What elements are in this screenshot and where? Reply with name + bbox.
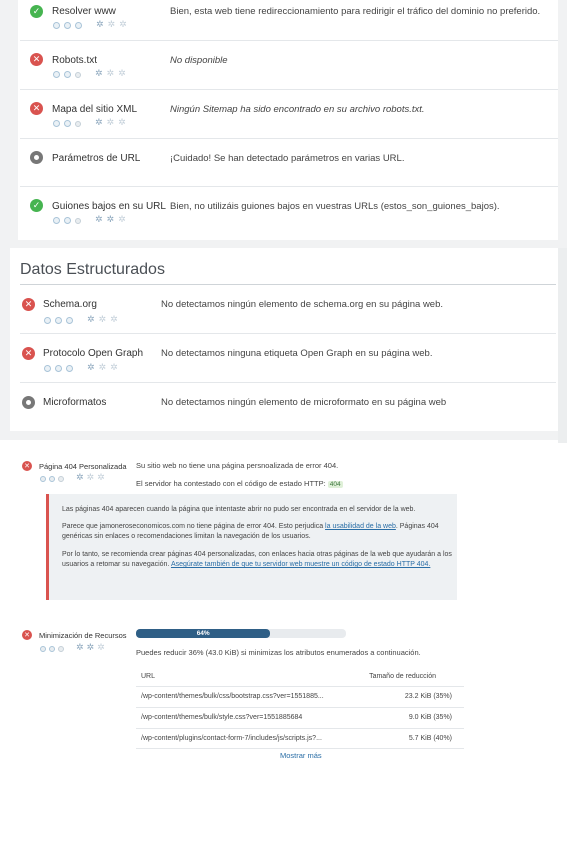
gear-icon: ✲	[87, 363, 95, 373]
status-code-badge: 404	[329, 481, 341, 488]
status-error-icon: ✕	[22, 461, 32, 471]
row-title-open-graph: Protocolo Open Graph	[43, 348, 144, 359]
gear-icon: ✲	[110, 315, 118, 325]
table-row	[136, 728, 464, 749]
status-error-icon: ✕	[30, 102, 43, 115]
gear-icon: ✲	[106, 215, 115, 225]
resource-url[interactable]: /wp-content/themes/bulk/css/bootstrap.css?ver=1551885...	[141, 693, 324, 700]
status-neutral-icon	[30, 151, 43, 164]
resources-table	[136, 667, 464, 751]
score-dots	[40, 645, 105, 652]
divider	[20, 138, 558, 139]
row-title-url-params: Parámetros de URL	[52, 153, 141, 164]
callout-paragraph-2	[62, 522, 452, 542]
gear-icon: ✲	[95, 69, 103, 79]
status-error-icon: ✕	[22, 298, 35, 311]
row-text-404-line1: Su sitio web no tiene una página persnoalizada de error 404.	[136, 461, 339, 470]
row-text-resolver-www: Bien, esta web tiene redireccionamiento para redirigir el tráfico del dominio no preferido.	[170, 6, 541, 17]
section-heading-structured-data: Datos Estructurados	[20, 261, 165, 278]
resource-url[interactable]: /wp-content/plugins/contact-form-7/includes/js/scripts.js?...	[141, 735, 322, 742]
row-title-robots: Robots.txt	[52, 55, 98, 66]
column-header-size: Tamaño de reducción	[369, 673, 436, 680]
status-error-icon: ✕	[22, 347, 35, 360]
divider	[20, 382, 556, 383]
http-404-link[interactable]: Asegúrate también de que tu servidor web muestre un código de estado HTTP 404.	[170, 561, 431, 568]
row-title-underscores: Guiones bajos en su URL	[52, 201, 166, 212]
status-error-icon: ✕	[22, 630, 32, 640]
resource-size: 23.2 KiB (35%)	[404, 693, 452, 700]
resource-size: 9.0 KiB (35%)	[408, 714, 452, 721]
gear-icon: ✲	[86, 473, 95, 483]
gear-icon: ✲	[76, 473, 84, 483]
info-callout-404	[46, 494, 457, 600]
status-code-label: El servidor ha contestado con el código de estado HTTP:	[136, 479, 326, 488]
divider	[20, 40, 558, 41]
row-title-sitemap: Mapa del sitio XML	[52, 104, 138, 115]
row-title-minification: Minimización de Recursos	[39, 631, 127, 640]
gear-icon: ✲	[106, 118, 115, 128]
row-text-schema: No detectamos ningún elemento de schema.org en su página web.	[161, 299, 444, 310]
row-text-url-params: ¡Cuidado! Se han detectado parámetros en varias URL.	[170, 153, 405, 164]
status-ok-icon: ✓	[30, 199, 43, 212]
score-dots	[53, 71, 126, 78]
divider	[20, 284, 556, 285]
callout-text: Parece que jamoneroseconomicos.com no tiene página de error 404. Esto perjudica	[62, 523, 326, 530]
divider	[20, 89, 558, 90]
table-row	[136, 707, 464, 728]
gear-icon: ✲	[96, 20, 104, 30]
score-dots	[40, 475, 105, 482]
row-text-underscores: Bien, no utilizáis guiones bajos en vuestras URLs (estos_son_guiones_bajos).	[170, 201, 500, 212]
row-title-schema: Schema.org	[43, 299, 97, 310]
gear-icon: ✲	[95, 215, 103, 225]
gear-icon: ✲	[97, 643, 105, 653]
column-header-url: URL	[141, 673, 156, 680]
status-neutral-icon	[22, 396, 35, 409]
gear-icon: ✲	[98, 315, 107, 325]
divider	[20, 333, 556, 334]
gear-icon: ✲	[118, 69, 126, 79]
table-row	[136, 686, 464, 707]
gear-icon: ✲	[118, 118, 126, 128]
gear-icon: ✲	[118, 215, 126, 225]
callout-text: Por lo tanto, se recomienda crear páginas 404 personalizadas, con enlaces hacia otras páginas de la web que ayudarán a los usuarios a retomar su navegación.	[62, 551, 452, 568]
gear-icon: ✲	[87, 315, 95, 325]
resource-size: 5.7 KiB (40%)	[408, 735, 452, 742]
resource-url[interactable]: /wp-content/themes/bulk/style.css?ver=1551885684	[141, 714, 303, 721]
row-text-robots: No disponible	[170, 55, 228, 66]
gear-icon: ✲	[86, 643, 95, 653]
progress-fill: 64%	[136, 629, 270, 638]
table-header	[136, 667, 464, 688]
compression-progress-bar	[136, 629, 346, 638]
status-error-icon: ✕	[30, 53, 43, 66]
row-title-resolver-www: Resolver www	[52, 6, 116, 17]
gear-icon: ✲	[106, 69, 115, 79]
callout-paragraph-3	[62, 550, 452, 570]
score-dots	[44, 365, 118, 372]
callout-text: . Páginas 404 genéricas sin enlaces o recomendaciones limitan la navegación de los usuarios.	[62, 523, 439, 540]
gear-icon: ✲	[107, 20, 116, 30]
row-text-404-line2	[136, 479, 343, 488]
gear-icon: ✲	[119, 20, 127, 30]
row-text-microformats: No detectamos ningún elemento de microformato en su página web	[161, 397, 447, 408]
row-title-404: Página 404 Personalizada	[39, 462, 127, 471]
gear-icon: ✲	[95, 118, 103, 128]
show-more-link[interactable]: Mostrar más	[280, 751, 322, 760]
gear-icon: ✲	[76, 643, 84, 653]
scrollbar-track[interactable]	[558, 248, 567, 443]
usability-link[interactable]: la usabilidad de la web	[325, 523, 396, 530]
row-title-microformats: Microformatos	[43, 397, 107, 408]
callout-paragraph-1: Las páginas 404 aparecen cuando la página que intentaste abrir no pudo ser encontrada en el servidor de la web.	[62, 506, 416, 513]
row-text-open-graph: No detectamos ninguna etiqueta Open Graph en su página web.	[161, 348, 433, 359]
score-dots	[44, 317, 118, 324]
score-dots	[53, 120, 126, 127]
gear-icon: ✲	[110, 363, 118, 373]
gear-icon: ✲	[97, 473, 105, 483]
minification-summary: Puedes reducir 36% (43.0 KiB) si minimizas los atributos enumerados a continuación.	[136, 648, 421, 657]
status-ok-icon: ✓	[30, 5, 43, 18]
divider	[20, 186, 558, 187]
gear-icon: ✲	[98, 363, 107, 373]
row-text-sitemap: Ningún Sitemap ha sido encontrado en su archivo robots.txt.	[170, 104, 425, 115]
score-dots	[53, 22, 127, 29]
score-dots	[53, 217, 126, 224]
